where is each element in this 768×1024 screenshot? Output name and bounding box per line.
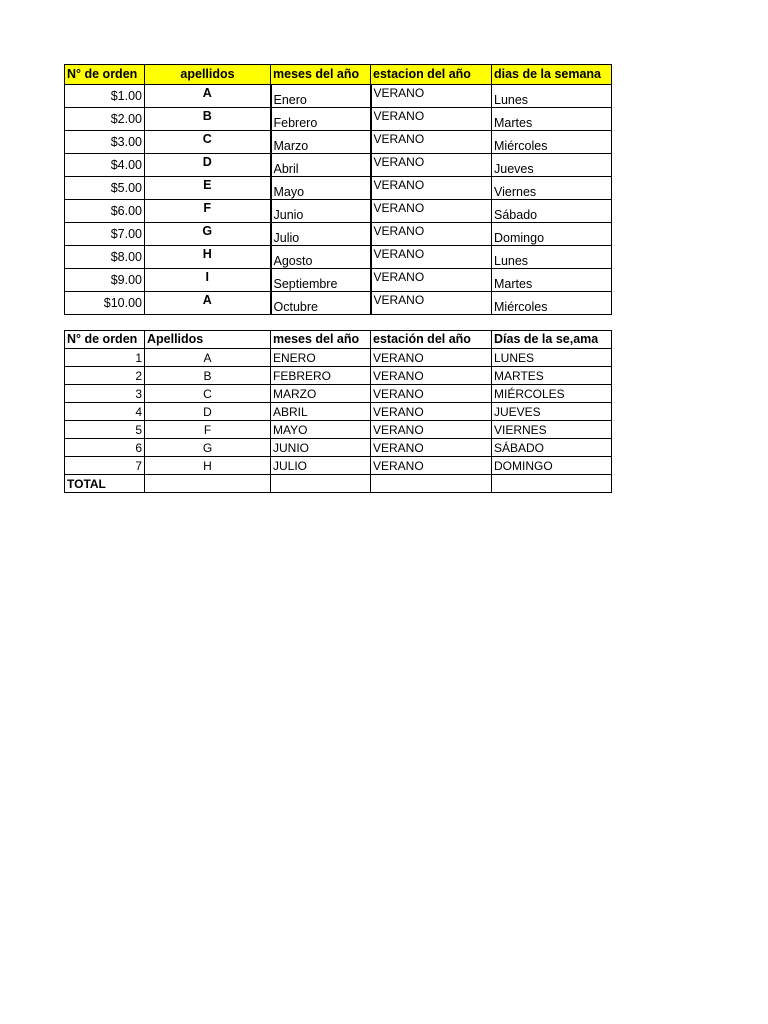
cell-mes[interactable]: Agosto <box>271 246 371 269</box>
cell-apellido[interactable]: I <box>145 269 271 292</box>
cell-apellido[interactable]: E <box>145 177 271 200</box>
cell-mes[interactable]: MARZO <box>271 385 371 403</box>
cell-dia[interactable]: MIÉRCOLES <box>492 385 612 403</box>
cell-apellido[interactable]: A <box>145 85 271 108</box>
cell-estacion[interactable]: VERANO <box>371 439 492 457</box>
cell-apellido[interactable]: C <box>145 385 271 403</box>
table2-body <box>65 349 612 475</box>
header-orden[interactable]: N° de orden <box>65 331 145 349</box>
cell-orden[interactable]: $10.00 <box>65 292 145 315</box>
cell-dia[interactable]: JUEVES <box>492 403 612 421</box>
cell-estacion[interactable]: VERANO <box>371 108 492 131</box>
cell-estacion[interactable]: VERANO <box>371 223 492 246</box>
cell-apellido[interactable]: B <box>145 367 271 385</box>
cell-mes[interactable]: JUNIO <box>271 439 371 457</box>
cell-dia[interactable]: SÁBADO <box>492 439 612 457</box>
cell-estacion[interactable]: VERANO <box>371 403 492 421</box>
cell-estacion[interactable]: VERANO <box>371 177 492 200</box>
header-meses[interactable]: meses del año <box>271 331 371 349</box>
cell-dia[interactable]: Jueves <box>492 154 612 177</box>
cell-orden[interactable]: $6.00 <box>65 200 145 223</box>
cell-dia[interactable]: Miércoles <box>492 131 612 154</box>
cell-dia[interactable]: Lunes <box>492 246 612 269</box>
cell-estacion[interactable]: VERANO <box>371 349 492 367</box>
cell-estacion[interactable]: VERANO <box>371 367 492 385</box>
cell-mes[interactable]: Febrero <box>271 108 371 131</box>
table-row <box>65 292 612 315</box>
table-row <box>65 85 612 108</box>
cell-apellido[interactable]: D <box>145 403 271 421</box>
cell-apellido[interactable]: F <box>145 421 271 439</box>
cell-apellido[interactable]: H <box>145 457 271 475</box>
cell-dia[interactable]: Sábado <box>492 200 612 223</box>
cell-dia[interactable]: LUNES <box>492 349 612 367</box>
cell-apellido[interactable]: A <box>145 349 271 367</box>
cell-orden[interactable]: 1 <box>65 349 145 367</box>
table-row <box>65 246 612 269</box>
total-row <box>65 475 612 493</box>
table-row <box>65 108 612 131</box>
cell-estacion[interactable]: VERANO <box>371 131 492 154</box>
header-estacion[interactable]: estacion del año <box>371 65 492 85</box>
header-dias[interactable]: dias de la semana <box>492 65 612 85</box>
total-cell-apellidos[interactable] <box>145 475 271 493</box>
table-row <box>65 385 612 403</box>
cell-orden[interactable]: 6 <box>65 439 145 457</box>
cell-mes[interactable]: FEBRERO <box>271 367 371 385</box>
table-row <box>65 269 612 292</box>
cell-apellido[interactable]: H <box>145 246 271 269</box>
cell-dia[interactable]: DOMINGO <box>492 457 612 475</box>
table-row <box>65 154 612 177</box>
cell-apellido[interactable]: A <box>145 292 271 315</box>
cell-mes[interactable]: Octubre <box>271 292 371 315</box>
cell-estacion[interactable]: VERANO <box>371 292 492 315</box>
cell-orden[interactable]: $2.00 <box>65 108 145 131</box>
cell-dia[interactable]: Lunes <box>492 85 612 108</box>
cell-dia[interactable]: Martes <box>492 108 612 131</box>
cell-orden[interactable]: 3 <box>65 385 145 403</box>
table-row <box>65 457 612 475</box>
cell-mes[interactable]: Junio <box>271 200 371 223</box>
cell-estacion[interactable]: VERANO <box>371 457 492 475</box>
cell-mes[interactable]: Septiembre <box>271 269 371 292</box>
cell-orden[interactable]: $1.00 <box>65 85 145 108</box>
cell-estacion[interactable]: VERANO <box>371 385 492 403</box>
table-row <box>65 421 612 439</box>
cell-estacion[interactable]: VERANO <box>371 269 492 292</box>
cell-mes[interactable]: Abril <box>271 154 371 177</box>
cell-orden[interactable]: $8.00 <box>65 246 145 269</box>
orders-table-2 <box>64 330 612 493</box>
total-cell-dias[interactable] <box>492 475 612 493</box>
cell-orden[interactable]: 7 <box>65 457 145 475</box>
cell-dia[interactable]: VIERNES <box>492 421 612 439</box>
table-row <box>65 223 612 246</box>
header-meses[interactable]: meses del año <box>271 65 371 85</box>
cell-mes[interactable]: Julio <box>271 223 371 246</box>
header-estacion[interactable]: estación del año <box>371 331 492 349</box>
cell-apellido[interactable]: F <box>145 200 271 223</box>
cell-orden[interactable]: $3.00 <box>65 131 145 154</box>
cell-orden[interactable]: 5 <box>65 421 145 439</box>
cell-mes[interactable]: ENERO <box>271 349 371 367</box>
total-label[interactable]: TOTAL <box>65 475 145 493</box>
cell-apellido[interactable]: C <box>145 131 271 154</box>
total-cell-meses[interactable] <box>271 475 371 493</box>
cell-dia[interactable]: Domingo <box>492 223 612 246</box>
table-row <box>65 403 612 421</box>
cell-orden[interactable]: $9.00 <box>65 269 145 292</box>
cell-apellido[interactable]: D <box>145 154 271 177</box>
cell-dia[interactable]: Martes <box>492 269 612 292</box>
cell-mes[interactable]: Marzo <box>271 131 371 154</box>
cell-mes[interactable]: Enero <box>271 85 371 108</box>
cell-apellido[interactable]: G <box>145 223 271 246</box>
cell-dia[interactable]: Viernes <box>492 177 612 200</box>
table1-body <box>65 85 612 315</box>
cell-mes[interactable]: Mayo <box>271 177 371 200</box>
header-orden[interactable]: N° de orden <box>65 65 145 85</box>
cell-estacion[interactable]: VERANO <box>371 154 492 177</box>
cell-dia[interactable]: MARTES <box>492 367 612 385</box>
cell-mes[interactable]: MAYO <box>271 421 371 439</box>
table1-header-row <box>65 65 612 85</box>
table-row <box>65 177 612 200</box>
cell-orden[interactable]: $7.00 <box>65 223 145 246</box>
total-cell-estacion[interactable] <box>371 475 492 493</box>
table-row <box>65 200 612 223</box>
table-row <box>65 349 612 367</box>
cell-estacion[interactable]: VERANO <box>371 200 492 223</box>
orders-table-1 <box>64 64 612 315</box>
cell-orden[interactable]: $4.00 <box>65 154 145 177</box>
cell-mes[interactable]: JULIO <box>271 457 371 475</box>
cell-orden[interactable]: 2 <box>65 367 145 385</box>
table-row <box>65 439 612 457</box>
header-dias[interactable]: Días de la se,ama <box>492 331 612 349</box>
cell-mes[interactable]: ABRIL <box>271 403 371 421</box>
cell-estacion[interactable]: VERANO <box>371 85 492 108</box>
cell-apellido[interactable]: G <box>145 439 271 457</box>
table-row <box>65 367 612 385</box>
cell-dia[interactable]: Miércoles <box>492 292 612 315</box>
cell-orden[interactable]: $5.00 <box>65 177 145 200</box>
table-row <box>65 131 612 154</box>
header-apellidos[interactable]: Apellidos <box>145 331 271 349</box>
cell-estacion[interactable]: VERANO <box>371 246 492 269</box>
table2-header-row <box>65 331 612 349</box>
header-apellidos[interactable]: apellidos <box>145 65 271 85</box>
cell-estacion[interactable]: VERANO <box>371 421 492 439</box>
cell-apellido[interactable]: B <box>145 108 271 131</box>
cell-orden[interactable]: 4 <box>65 403 145 421</box>
